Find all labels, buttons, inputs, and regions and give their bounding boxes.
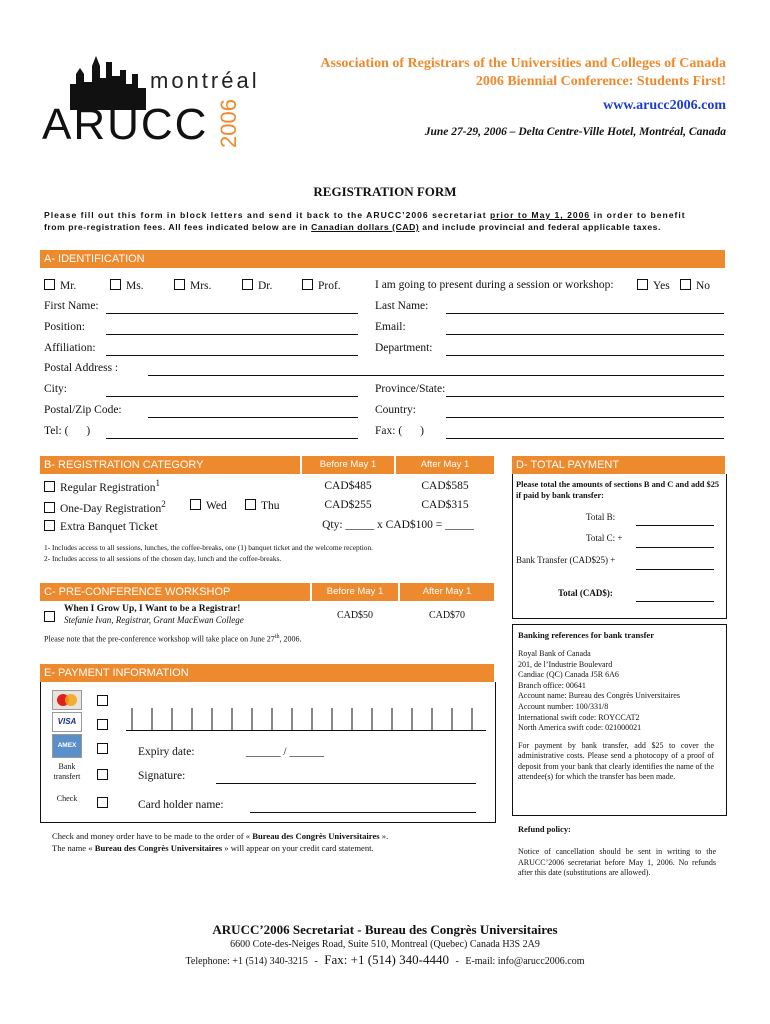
section-d-header — [512, 456, 725, 474]
affiliation-field[interactable] — [106, 355, 358, 356]
header-dates: June 27-29, 2006 – Delta Centre-Ville Hotel, Montréal, Canada — [424, 126, 726, 138]
oneday-footnote-mark: 2 — [161, 499, 166, 509]
total-c-label: Total C: + — [586, 533, 623, 543]
department-field[interactable] — [446, 355, 724, 356]
header-line1: Association of Registrars of the Universities and Colleges of Canada — [320, 56, 726, 71]
banquet-ticket[interactable] — [44, 520, 158, 533]
section-b-col-before: Before May 1 — [302, 456, 394, 474]
workshop-title: When I Grow Up, I Want to be a Registrar! — [64, 604, 241, 614]
expiry-field[interactable]: ______ / ______ — [246, 746, 324, 758]
footer-fax: Fax: +1 (514) 340-4440 — [324, 952, 449, 967]
workshop-checkbox-wrap[interactable] — [44, 608, 60, 626]
last-name-field[interactable] — [446, 313, 724, 314]
regular-price-after: CAD$585 — [421, 480, 469, 492]
oneday-price-after: CAD$315 — [421, 499, 469, 511]
mastercard-icon — [52, 690, 82, 710]
bank-line: Account number: 100/331/8 — [518, 701, 609, 711]
checkbox-prof[interactable] — [302, 279, 313, 290]
first-name-field[interactable] — [106, 313, 358, 314]
bank-line: Candiac (QC) Canada J5R 6A6 — [518, 670, 619, 680]
form-title: REGISTRATION FORM — [313, 184, 457, 199]
oneday-thu[interactable] — [245, 499, 280, 512]
signature-label: Signature: — [138, 770, 186, 782]
title-ms[interactable] — [110, 279, 144, 292]
checkbox-check[interactable] — [97, 797, 108, 808]
intro2-text-a: from pre-registration fees. All fees indicated below are in — [44, 222, 312, 232]
card-holder-label: Card holder name: — [138, 799, 224, 811]
last-name-label: Last Name: — [375, 300, 429, 312]
bank-line: Account name: Bureau des Congrès Universitaires — [518, 691, 680, 701]
footer-title: ARUCC’2006 Secretariat - Bureau des Congrès Universitaires — [212, 922, 558, 937]
footer-sep-1: - — [314, 956, 318, 967]
intro-deadline: prior to May 1, 2006 — [489, 210, 591, 220]
checkbox-mrs[interactable] — [174, 279, 185, 290]
postal-address-field[interactable] — [148, 375, 724, 376]
tel-field[interactable] — [106, 438, 358, 439]
title-dr[interactable] — [242, 279, 272, 292]
bank-references-lines — [518, 649, 680, 734]
checkbox-regular[interactable] — [44, 481, 55, 492]
title-mr-label: Mr. — [60, 280, 77, 292]
province-label: Province/State: — [375, 383, 446, 395]
bank-transfer-label: Bank transfert — [53, 762, 81, 781]
fax-field[interactable] — [446, 438, 724, 439]
tel-open: Tel: ( — [44, 425, 69, 437]
total-c-field[interactable] — [636, 547, 714, 548]
workshop-price-before: CAD$50 — [336, 610, 374, 621]
pay-amex[interactable] — [97, 740, 113, 758]
checkbox-present-yes[interactable] — [637, 279, 648, 290]
wed-label: Wed — [206, 500, 227, 512]
present-yes[interactable] — [637, 279, 670, 292]
checkbox-mr[interactable] — [44, 279, 55, 290]
regular-footnote-mark: 1 — [155, 478, 160, 488]
postal-address-label: Postal Address : — [44, 362, 119, 374]
card-number-dividers — [126, 706, 486, 730]
oneday-registration[interactable] — [44, 499, 166, 515]
bank-references-title: Banking references for bank transfer — [518, 630, 655, 640]
logo-year: 2006 — [216, 99, 241, 148]
regular-label: Regular Registration — [60, 481, 156, 494]
position-label: Position: — [44, 321, 85, 333]
logo-acronym: ARUCC — [42, 100, 209, 149]
section-b-note-2: 2- Includes access to all sessions of the chosen day, lunch and the coffee-breaks. — [44, 554, 282, 563]
pay-bank-transfer[interactable] — [97, 766, 113, 784]
checkbox-wed[interactable] — [190, 499, 201, 510]
logo-city: montréal — [150, 68, 260, 93]
checkbox-banquet[interactable] — [44, 520, 55, 531]
form-intro — [44, 210, 686, 220]
country-field[interactable] — [446, 417, 724, 418]
check-note-a: Check and money order have to be made to the order of « — [52, 831, 253, 841]
affiliation-label: Affiliation: — [44, 342, 96, 354]
fax-open: Fax: ( — [375, 425, 403, 437]
oneday-wed[interactable] — [190, 499, 227, 512]
checkbox-thu[interactable] — [245, 499, 256, 510]
refund-text: Notice of cancellation should be sent in writing to the ARUCC’2006 secretariat before May 1, 2006. No refunds after this date (substitutions are allowed). — [518, 847, 716, 878]
workshop-speaker: Stefanie Ivan, Registrar, Grant MacEwan College — [64, 615, 244, 625]
footer-telephone: Telephone: +1 (514) 340-3215 — [185, 956, 308, 967]
header-url[interactable]: www.arucc2006.com — [603, 98, 726, 113]
workshop-date-note — [44, 634, 301, 644]
tel-close: ) — [86, 425, 91, 437]
present-question: I am going to present during a session or workshop: — [375, 279, 614, 291]
section-a-title: A- IDENTIFICATION — [44, 253, 145, 265]
title-mrs[interactable] — [174, 279, 211, 292]
bank-transfer-fee-field[interactable] — [636, 569, 714, 570]
amex-icon: AMEX — [52, 734, 82, 758]
tel-label — [44, 425, 90, 437]
form-intro-2 — [44, 222, 661, 232]
name-note-a: The name « — [52, 843, 95, 853]
check-note-c: ». — [379, 831, 389, 841]
footer-sep-2: - — [455, 956, 459, 967]
section-b-title: B- REGISTRATION CATEGORY — [44, 459, 204, 471]
intro-text-a: Please fill out this form in block letters and send it back to the ARUCC’2006 secretariat — [44, 210, 490, 220]
zip-label: Postal/Zip Code: — [44, 404, 122, 416]
intro2-text-c: and include provincial and federal applicable taxes. — [419, 222, 661, 232]
checkbox-present-no[interactable] — [680, 279, 691, 290]
workshop-note-sup: th — [274, 634, 280, 640]
check-label: Check — [56, 794, 78, 803]
total-cad-label: Total (CAD$): — [558, 588, 613, 598]
bank-line: 201, de l’Industrie Boulevard — [518, 659, 613, 669]
bank-line: International swift code: ROYCCAT2 — [518, 712, 640, 722]
bank-line: North America swift code: 021000021 — [518, 723, 642, 733]
expiry-label: Expiry date: — [138, 746, 195, 758]
checkbox-dr[interactable] — [242, 279, 253, 290]
card-number-field[interactable] — [126, 706, 486, 731]
check-order-note — [52, 831, 388, 841]
pay-mastercard[interactable] — [97, 692, 113, 710]
title-mrs-label: Mrs. — [190, 280, 212, 292]
checkbox-workshop[interactable] — [44, 611, 55, 622]
pay-visa[interactable] — [97, 716, 113, 734]
fax-close: ) — [420, 425, 424, 437]
bank-fee-note: For payment by bank transfer, add $25 to cover the administrative costs. Please send a photocopy of a proof of deposit from your bank that clearly identifies the name of the attendee(s) for which the transfer has been made. — [518, 741, 714, 782]
fax-label — [375, 425, 424, 437]
banquet-label: Extra Banquet Ticket — [60, 521, 158, 533]
signature-field[interactable] — [216, 783, 476, 784]
section-c-title: C- PRE-CONFERENCE WORKSHOP — [44, 586, 231, 598]
total-b-field[interactable] — [636, 525, 714, 526]
section-e-header — [40, 664, 494, 682]
arucc-logo — [40, 48, 270, 148]
section-c-col-after: After May 1 — [400, 583, 494, 601]
zip-field[interactable] — [148, 417, 358, 418]
regular-price-before: CAD$485 — [324, 480, 372, 492]
section-b-note-1: 1- Includes access to all sessions, lunches, the coffee-breaks, one (1) banquet ticket and the welcome reception. — [44, 543, 374, 552]
present-yes-label: Yes — [653, 280, 670, 292]
checkbox-bank-transfer[interactable] — [97, 769, 108, 780]
present-no[interactable] — [680, 279, 710, 292]
city-field[interactable] — [106, 396, 358, 397]
intro-text-c: in order to benefit — [590, 210, 686, 220]
section-a-header — [40, 250, 725, 268]
intro2-currency: Canadian dollars (CAD) — [311, 222, 420, 232]
checkbox-mastercard[interactable] — [97, 695, 108, 706]
total-cad-field[interactable] — [636, 601, 714, 602]
section-b-header — [40, 456, 300, 474]
check-note-payee: Bureau des Congrès Universitaires — [252, 831, 380, 841]
title-dr-label: Dr. — [258, 280, 273, 292]
checkbox-ms[interactable] — [110, 279, 121, 290]
footer-address: 6600 Cote-des-Neiges Road, Suite 510, Montreal (Quebec) Canada H3S 2A9 — [230, 939, 540, 950]
regular-registration[interactable] — [44, 478, 160, 494]
email-field[interactable] — [446, 334, 724, 335]
section-b-col-after: After May 1 — [396, 456, 494, 474]
total-instructions: Please total the amounts of sections B and C and add $25 if paid by bank transfer: — [516, 480, 720, 500]
refund-title: Refund policy: — [518, 825, 571, 834]
present-no-label: No — [696, 280, 711, 292]
name-note-payee: Bureau des Congrès Universitaires — [94, 843, 223, 853]
checkbox-oneday[interactable] — [44, 502, 55, 513]
section-c-header — [40, 583, 310, 601]
workshop-note-text: Please note that the pre-conference workshop will take place on June 27 — [44, 634, 275, 644]
section-e-title: E- PAYMENT INFORMATION — [44, 667, 189, 679]
visa-icon: VISA — [52, 712, 82, 732]
footer-email[interactable]: E-mail: info@arucc2006.com — [465, 956, 585, 967]
workshop-price-after: CAD$70 — [428, 610, 466, 621]
header-line2: 2006 Biennial Conference: Students First! — [475, 74, 726, 89]
banquet-qty[interactable]: Qty: _____ x CAD$100 = _____ — [322, 519, 474, 531]
oneday-price-before: CAD$255 — [324, 499, 372, 511]
title-prof[interactable] — [302, 279, 341, 292]
thu-label: Thu — [261, 500, 280, 512]
first-name-label: First Name: — [44, 300, 99, 312]
pay-check[interactable] — [97, 794, 113, 812]
title-ms-label: Ms. — [126, 280, 144, 292]
bank-line: Branch office: 00641 — [518, 680, 586, 690]
position-field[interactable] — [106, 334, 358, 335]
email-label: Email: — [375, 321, 406, 333]
oneday-label: One-Day Registration — [60, 502, 162, 515]
total-b-label: Total B: — [586, 512, 616, 522]
province-field[interactable] — [446, 396, 724, 397]
city-label: City: — [44, 383, 68, 395]
card-holder-field[interactable] — [250, 812, 476, 813]
country-label: Country: — [375, 404, 416, 416]
checkbox-visa[interactable] — [97, 719, 108, 730]
bank-line: Royal Bank of Canada — [518, 649, 591, 658]
workshop-note-end: , 2006. — [279, 634, 302, 644]
department-label: Department: — [375, 342, 433, 354]
title-prof-label: Prof. — [318, 280, 341, 292]
footer-contact — [0, 952, 770, 968]
statement-name-note — [52, 843, 374, 853]
checkbox-amex[interactable] — [97, 743, 108, 754]
bank-transfer-fee-label: Bank Transfer (CAD$25) + — [516, 555, 616, 565]
section-c-col-before: Before May 1 — [312, 583, 398, 601]
title-mr[interactable] — [44, 279, 76, 292]
name-note-c: » will appear on your credit card statement. — [222, 843, 374, 853]
section-d-title: D- TOTAL PAYMENT — [516, 459, 620, 471]
